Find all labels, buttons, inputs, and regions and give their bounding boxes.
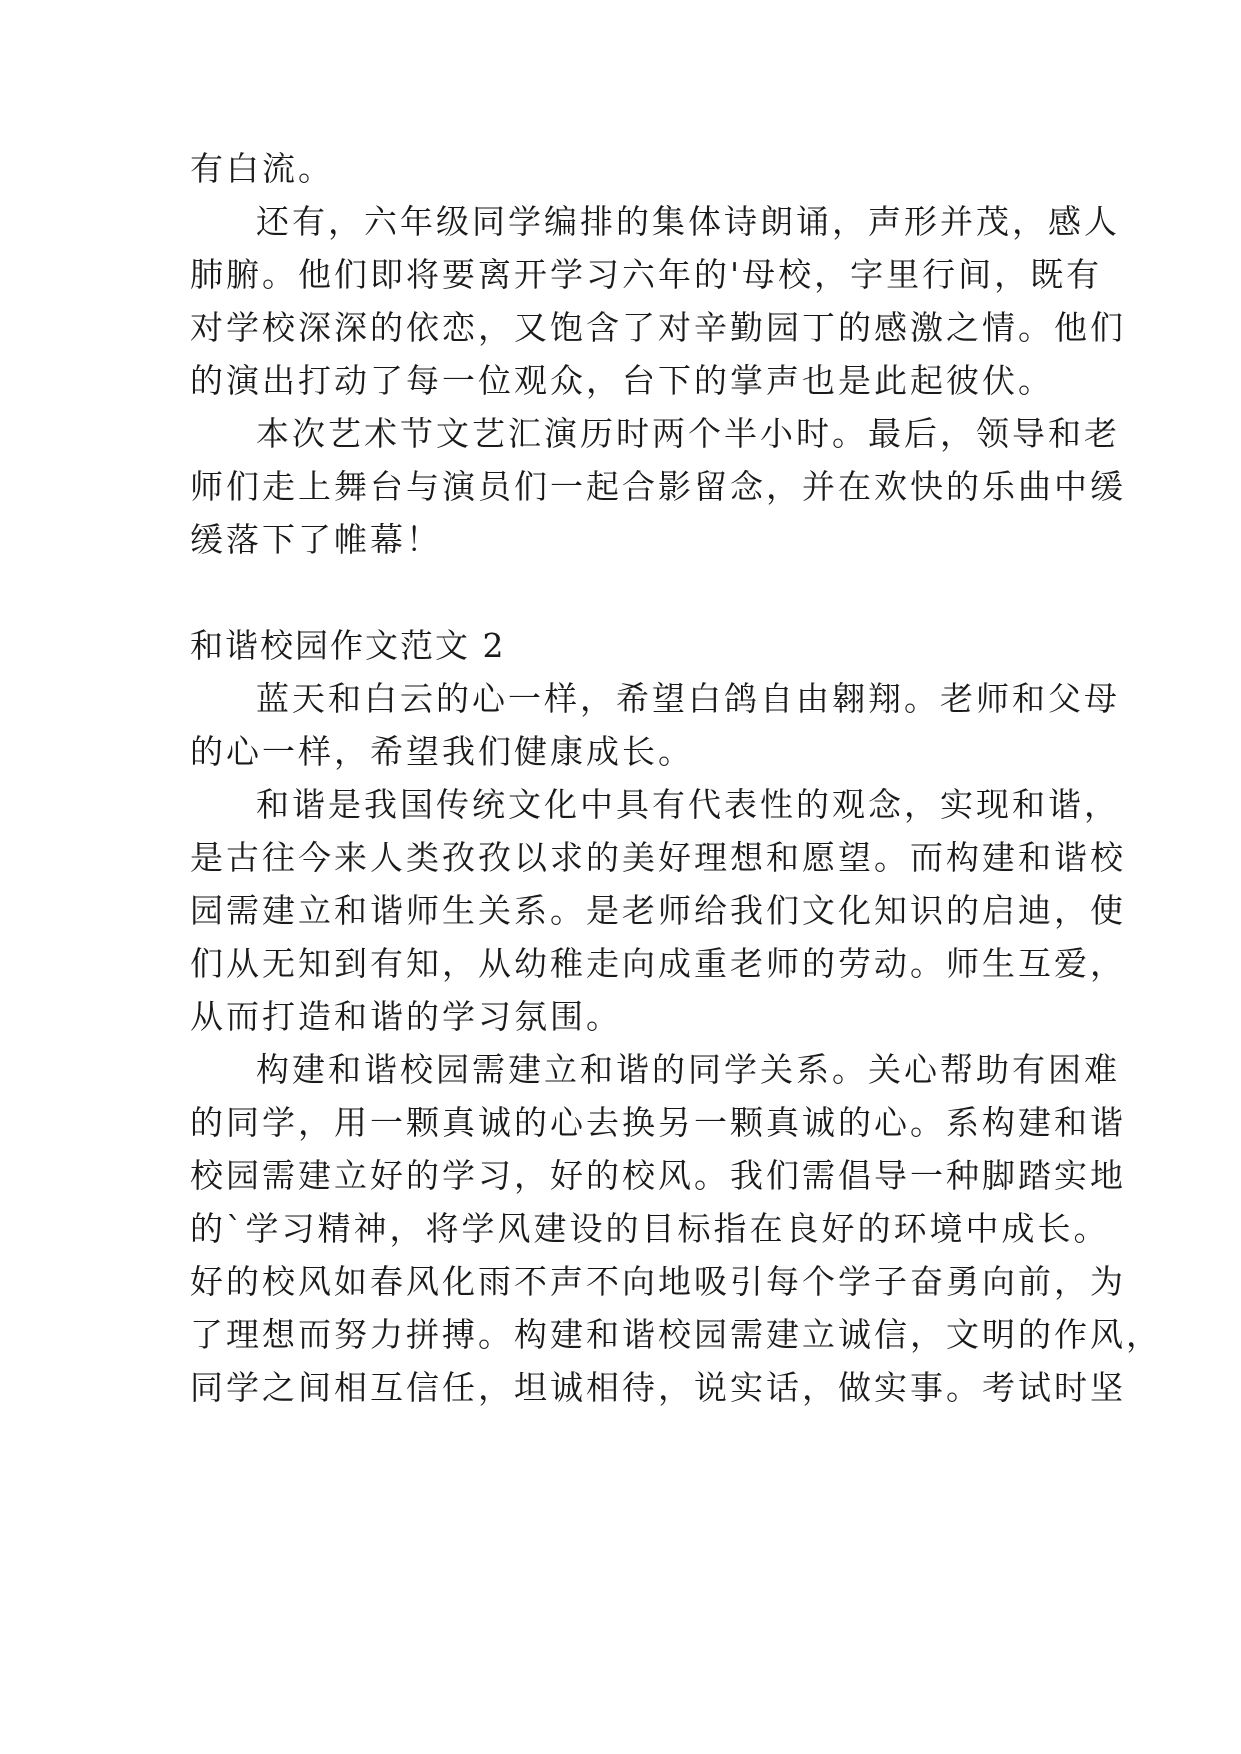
- paragraph-start-line: 还有，六年级同学编排的集体诗朗诵，声形并茂，感人: [256, 202, 1120, 241]
- text-line: 了理想而努力拼搏。构建和谐校园需建立诚信，文明的作风，: [190, 1315, 1162, 1354]
- text-line: 对学校深深的依恋，又饱含了对辛勤园丁的感激之情。他们: [190, 308, 1126, 347]
- text-line: 的心一样，希望我们健康成长。: [190, 732, 694, 771]
- paragraph-start-line: 本次艺术节文艺汇演历时两个半小时。最后，领导和老: [256, 414, 1120, 453]
- paragraph-start-line: 蓝天和白云的心一样，希望白鸽自由翱翔。老师和父母: [256, 679, 1120, 718]
- text-line: 是古往今来人类孜孜以求的美好理想和愿望。而构建和谐校: [190, 838, 1126, 877]
- text-line: 从而打造和谐的学习氛围。: [190, 997, 622, 1036]
- text-line: 的同学，用一颗真诚的心去换另一颗真诚的心。系构建和谐: [190, 1103, 1126, 1142]
- text-line: 缓落下了帷幕！: [190, 520, 442, 559]
- text-line: 园需建立和谐师生关系。是老师给我们文化知识的启迪，使: [190, 891, 1126, 930]
- text-line: 肺腑。他们即将要离开学习六年的'母校，字里行间，既有: [190, 255, 1103, 294]
- section-heading: 和谐校园作文范文 2: [190, 626, 506, 665]
- text-line: 好的校风如春风化雨不声不向地吸引每个学子奋勇向前，为: [190, 1262, 1126, 1301]
- text-line: 的`学习精神，将学风建设的目标指在良好的环境中成长。: [190, 1209, 1110, 1248]
- paragraph-start-line: 构建和谐校园需建立和谐的同学关系。关心帮助有困难: [256, 1050, 1120, 1089]
- text-line: 校园需建立好的学习，好的校风。我们需倡导一种脚踏实地: [190, 1156, 1126, 1195]
- text-line: 们从无知到有知，从幼稚走向成重老师的劳动。师生互爱，: [190, 944, 1126, 983]
- text-line: 同学之间相互信任，坦诚相待，说实话，做实事。考试时坚: [190, 1368, 1126, 1407]
- text-line: 有白流。: [190, 149, 334, 188]
- text-line: 的演出打动了每一位观众，台下的掌声也是此起彼伏。: [190, 361, 1054, 400]
- text-line: 师们走上舞台与演员们一起合影留念，并在欢快的乐曲中缓: [190, 467, 1126, 506]
- paragraph-start-line: 和谐是我国传统文化中具有代表性的观念，实现和谐，: [256, 785, 1120, 824]
